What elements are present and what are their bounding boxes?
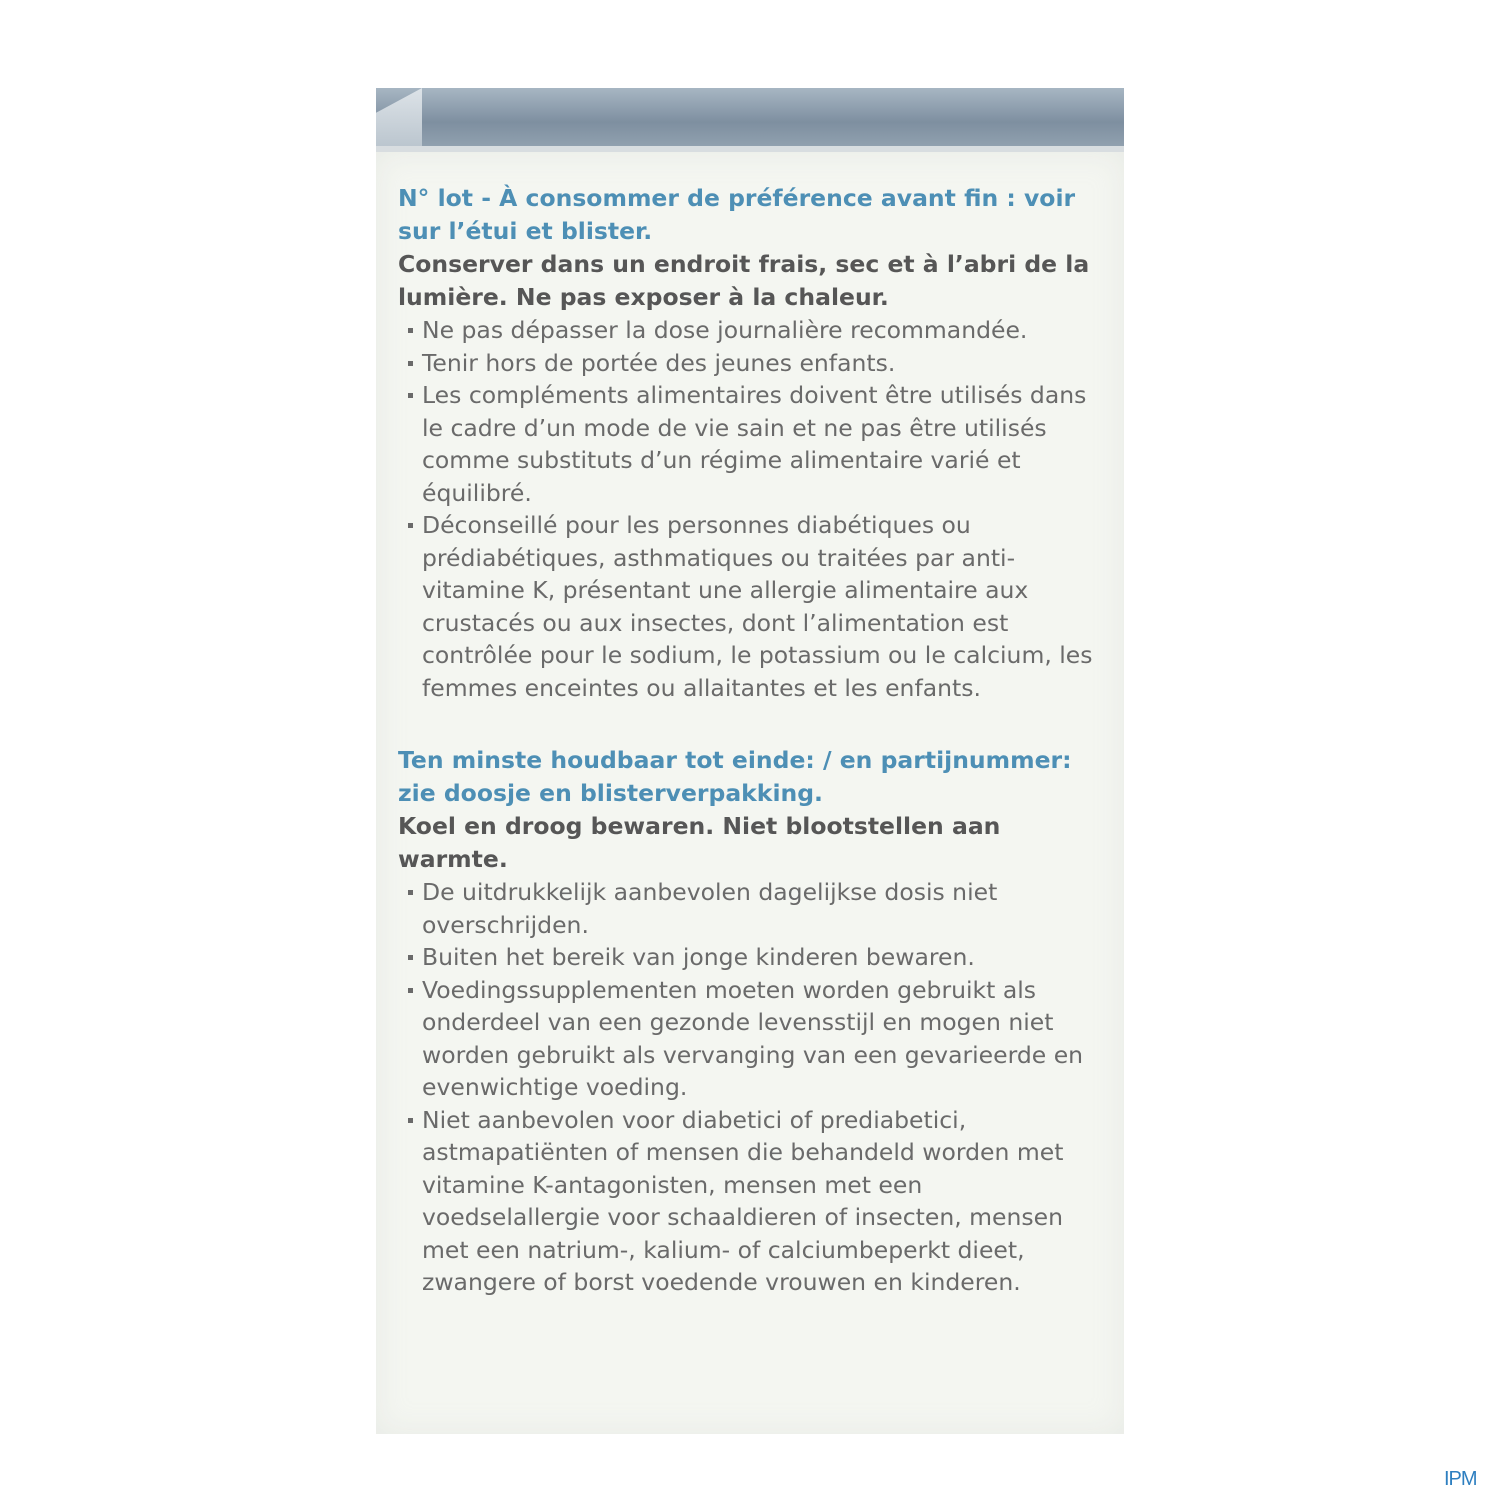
list-item: Voedingssupplementen moeten worden gebruikt als onderdeel van een gezonde levensstijl en mogen niet worden gebruikt als vervanging van een gevarieerde en evenwichtige voeding. xyxy=(408,974,1102,1104)
list-item: Tenir hors de portée des jeunes enfants. xyxy=(408,347,1102,380)
list-item: Niet aanbevolen voor diabetici of prediabetici, astmapatiënten of mensen die behandeld worden met vitamine K-antagonisten, mensen met een voedselallergie voor schaaldieren of insecten, mensen met een natrium-, kalium- of calciumbeperkt dieet, zwangere of borst voedende vrouwen en kinderen. xyxy=(408,1104,1102,1299)
list-item: Les compléments alimentaires doivent être utilisés dans le cadre d’un mode de vie sain et ne pas être utilisés comme substituts d’un régime alimentaire varié et équilibré. xyxy=(408,379,1102,509)
package-side-panel xyxy=(376,152,1124,1434)
list-item: De uitdrukkelijk aanbevolen dagelijkse dosis niet overschrijden. xyxy=(408,876,1102,941)
french-warnings-list xyxy=(398,314,1102,704)
list-item: Buiten het bereik van jonge kinderen bewaren. xyxy=(408,941,1102,974)
list-item: Ne pas dépasser la dose journalière recommandée. xyxy=(408,314,1102,347)
box-top-flap xyxy=(376,88,1124,150)
french-lot-heading: N° lot - À consommer de préférence avant fin : voir sur l’étui et blister. xyxy=(398,184,1076,245)
ipm-watermark-logo: IPM xyxy=(1444,1468,1477,1490)
list-item: Déconseillé pour les personnes diabétiques ou prédiabétiques, asthmatiques ou traitées par anti-vitamine K, présentant une allergie alimentaire aux crustacés ou aux insectes, dont l’alimentation est contrôlée pour le sodium, le potassium ou le calcium, les femmes enceintes ou allaitantes et les enfants. xyxy=(408,509,1102,704)
french-storage-text: Conserver dans un endroit frais, sec et à l’abri de la lumière. Ne pas exposer à la chaleur. xyxy=(398,250,1090,311)
dutch-storage-text: Koel en droog bewaren. Niet blootstellen aan warmte. xyxy=(398,812,1001,873)
dutch-lot-heading: Ten minste houdbaar tot einde: / en partijnummer: zie doosje en blisterverpakking. xyxy=(398,746,1072,807)
dutch-warnings-list xyxy=(398,876,1102,1299)
